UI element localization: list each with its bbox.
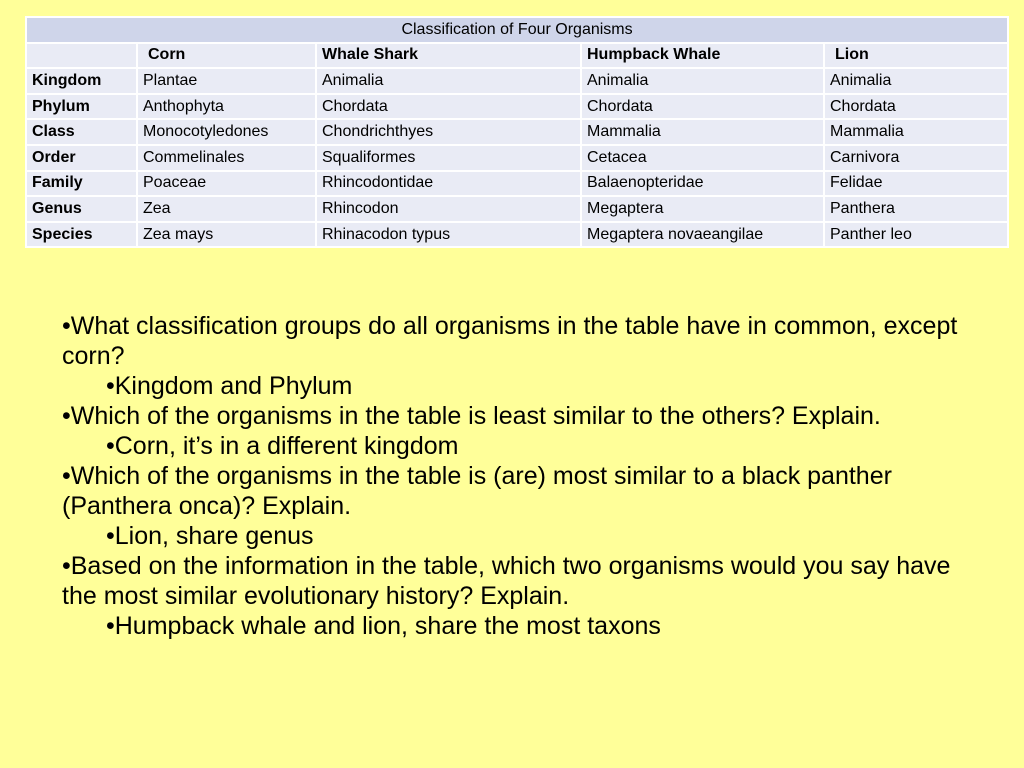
table-cell: Chondrichthyes <box>317 120 580 144</box>
table-cell: Panthera <box>825 197 1007 221</box>
table-cell: Carnivora <box>825 146 1007 170</box>
header-lion: Lion <box>825 44 1007 68</box>
row-label: Genus <box>27 197 136 221</box>
table-row-class <box>27 120 1007 144</box>
row-label: Class <box>27 120 136 144</box>
header-whale-shark: Whale Shark <box>317 44 580 68</box>
table-cell: Zea mays <box>138 223 315 247</box>
table-cell: Cetacea <box>582 146 823 170</box>
table-cell: Anthophyta <box>138 95 315 119</box>
classification-table <box>25 16 1009 248</box>
answer-3: •Lion, share genus <box>106 522 314 550</box>
table-cell: Megaptera novaeangilae <box>582 223 823 247</box>
table-cell: Balaenopteridae <box>582 172 823 196</box>
table-row-genus <box>27 197 1007 221</box>
table-cell: Plantae <box>138 69 315 93</box>
table-cell: Chordata <box>317 95 580 119</box>
table-cell: Animalia <box>825 69 1007 93</box>
table-row-order <box>27 146 1007 170</box>
table-cell: Animalia <box>582 69 823 93</box>
table-cell: Monocotyledones <box>138 120 315 144</box>
table-cell: Zea <box>138 197 315 221</box>
table-cell: Rhincodon <box>317 197 580 221</box>
table-cell: Megaptera <box>582 197 823 221</box>
header-empty <box>27 44 136 68</box>
row-label: Order <box>27 146 136 170</box>
row-label: Family <box>27 172 136 196</box>
header-humpback-whale: Humpback Whale <box>582 44 823 68</box>
question-1: •What classification groups do all organisms in the table have in common, except corn? <box>62 312 958 370</box>
row-label: Species <box>27 223 136 247</box>
table-cell: Commelinales <box>138 146 315 170</box>
question-3: •Which of the organisms in the table is (are) most similar to a black panther (Panthera onca)? Explain. <box>62 462 892 520</box>
answer-1: •Kingdom and Phylum <box>106 372 353 400</box>
table-cell: Rhincodontidae <box>317 172 580 196</box>
table-header-row <box>27 44 1007 68</box>
question-list <box>62 311 962 641</box>
answer-4: •Humpback whale and lion, share the most taxons <box>106 612 661 640</box>
answer-2: •Corn, it’s in a different kingdom <box>106 432 459 460</box>
table-cell: Rhinacodon typus <box>317 223 580 247</box>
header-corn: Corn <box>138 44 315 68</box>
table-row-species <box>27 223 1007 247</box>
table-cell: Chordata <box>825 95 1007 119</box>
question-4: •Based on the information in the table, which two organisms would you say have the most similar evolutionary history? Explain. <box>62 552 951 610</box>
question-2: •Which of the organisms in the table is least similar to the others? Explain. <box>62 402 881 430</box>
table-cell: Poaceae <box>138 172 315 196</box>
table-cell: Panther leo <box>825 223 1007 247</box>
table-cell: Mammalia <box>825 120 1007 144</box>
row-label: Phylum <box>27 95 136 119</box>
table-row-phylum <box>27 95 1007 119</box>
table-cell: Felidae <box>825 172 1007 196</box>
table-cell: Chordata <box>582 95 823 119</box>
table-cell: Animalia <box>317 69 580 93</box>
table-title: Classification of Four Organisms <box>27 18 1007 42</box>
table-cell: Squaliformes <box>317 146 580 170</box>
table-row-family <box>27 172 1007 196</box>
row-label: Kingdom <box>27 69 136 93</box>
table-cell: Mammalia <box>582 120 823 144</box>
table-title-row <box>27 18 1007 42</box>
table-row-kingdom <box>27 69 1007 93</box>
